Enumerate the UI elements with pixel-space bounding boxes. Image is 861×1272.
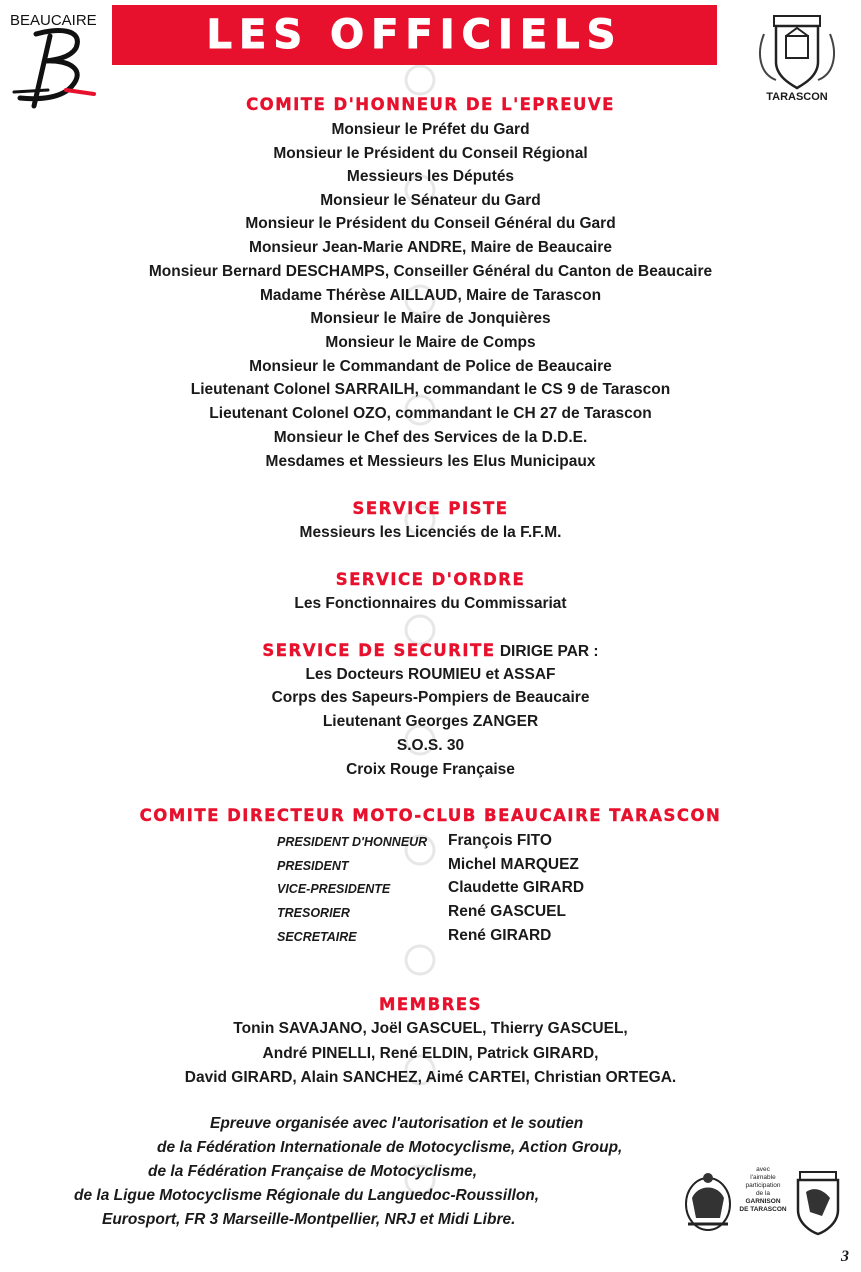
role-label: PRESIDENT	[277, 859, 349, 873]
garnison-text: avec	[756, 1166, 770, 1173]
honneur-line: Monsieur le Préfet du Gard	[331, 121, 530, 138]
page-title: LES OFFICIELS	[206, 12, 623, 58]
title-banner	[112, 5, 717, 65]
securite-line: Corps des Sapeurs-Pompiers de Beaucaire	[271, 689, 590, 706]
tarascon-coat-of-arms-icon	[742, 14, 852, 92]
role-person: Claudette GIRARD	[448, 879, 585, 896]
closing-line: de la Fédération Française de Motocyclisme,	[148, 1163, 478, 1180]
honneur-line: Lieutenant Colonel SARRAILH, commandant le CS 9 de Tarascon	[190, 381, 671, 398]
military-emblem-left-icon	[680, 1168, 736, 1240]
closing-line: Eurosport, FR 3 Marseille-Montpellier, NRJ et Midi Libre.	[102, 1211, 516, 1228]
honneur-line: Monsieur le Président du Conseil Régional	[273, 145, 588, 162]
honneur-line: Monsieur le Commandant de Police de Beaucaire	[249, 358, 612, 375]
closing-line: Epreuve organisée avec l'autorisation et le soutien	[210, 1115, 584, 1132]
ordre-line: Les Fonctionnaires du Commissariat	[294, 595, 567, 612]
directeur-heading: COMITE DIRECTEUR MOTO-CLUB BEAUCAIRE TARASCON	[139, 806, 722, 825]
closing-line: de la Fédération Internationale de Motocyclisme, Action Group,	[157, 1139, 623, 1156]
garnison-text: participation	[745, 1182, 781, 1189]
honneur-line: Mesdames et Messieurs les Elus Municipaux	[265, 453, 596, 470]
role-person: François FITO	[448, 832, 552, 849]
role-label: PRESIDENT D'HONNEUR	[277, 835, 428, 849]
piste-heading: SERVICE PISTE	[352, 499, 509, 518]
honneur-line: Lieutenant Colonel OZO, commandant le CH 27 de Tarascon	[209, 405, 652, 422]
beaucaire-logo-word: BEAUCAIRE	[10, 12, 97, 29]
honneur-line: Monsieur le Chef des Services de la D.D.E.	[273, 429, 588, 446]
honneur-line: Monsieur le Maire de Jonquières	[310, 310, 551, 327]
honneur-line: Monsieur Jean-Marie ANDRE, Maire de Beaucaire	[249, 239, 612, 256]
military-emblem-right-icon	[792, 1170, 844, 1236]
tarascon-label: TARASCON	[766, 91, 828, 103]
securite-line: S.O.S. 30	[396, 737, 465, 754]
page-number: 3	[841, 1248, 849, 1265]
closing-line: de la Ligue Motocyclisme Régionale du Languedoc-Roussillon,	[74, 1187, 540, 1204]
securite-heading-suffix: DIRIGE PAR :	[495, 643, 599, 660]
honneur-line: Monsieur le Maire de Comps	[325, 334, 536, 351]
securite-line: Lieutenant Georges ZANGER	[322, 713, 539, 730]
garnison-name: GARNISON	[745, 1198, 781, 1205]
honneur-heading: COMITE D'HONNEUR DE L'EPREUVE	[246, 95, 615, 114]
honneur-line: Monsieur Bernard DESCHAMPS, Conseiller Général du Canton de Beaucaire	[148, 263, 713, 280]
securite-heading-title: SERVICE DE SECURITE	[262, 641, 496, 660]
securite-line: Les Docteurs ROUMIEU et ASSAF	[305, 666, 556, 683]
membres-line: Tonin SAVAJANO, Joël GASCUEL, Thierry GASCUEL,	[233, 1020, 628, 1037]
role-person: Michel MARQUEZ	[448, 856, 579, 873]
role-label: VICE-PRESIDENTE	[277, 882, 391, 896]
role-person: René GASCUEL	[448, 903, 566, 920]
garnison-name: DE TARASCON	[739, 1206, 787, 1213]
honneur-line: Messieurs les Députés	[346, 168, 515, 185]
role-label: SECRETAIRE	[277, 930, 357, 944]
ordre-heading: SERVICE D'ORDRE	[335, 570, 526, 589]
securite-line: Croix Rouge Française	[346, 761, 515, 778]
honneur-line: Monsieur le Sénateur du Gard	[320, 192, 541, 209]
membres-line: David GIRARD, Alain SANCHEZ, Aimé CARTEI, Christian ORTEGA.	[184, 1069, 677, 1086]
role-label: TRESORIER	[277, 906, 350, 920]
honneur-line: Monsieur le Président du Conseil Général du Gard	[245, 215, 616, 232]
garnison-text: l'aimable	[750, 1174, 776, 1181]
garnison-text: de la	[755, 1190, 771, 1197]
garnison-caption	[738, 1166, 788, 1214]
role-person: René GIRARD	[448, 927, 552, 944]
membres-line: André PINELLI, René ELDIN, Patrick GIRARD,	[262, 1045, 599, 1062]
membres-heading: MEMBRES	[378, 995, 483, 1014]
securite-heading	[0, 641, 861, 661]
honneur-line: Madame Thérèse AILLAUD, Maire de Tarascon	[259, 287, 602, 304]
piste-line: Messieurs les Licenciés de la F.F.M.	[299, 524, 562, 541]
